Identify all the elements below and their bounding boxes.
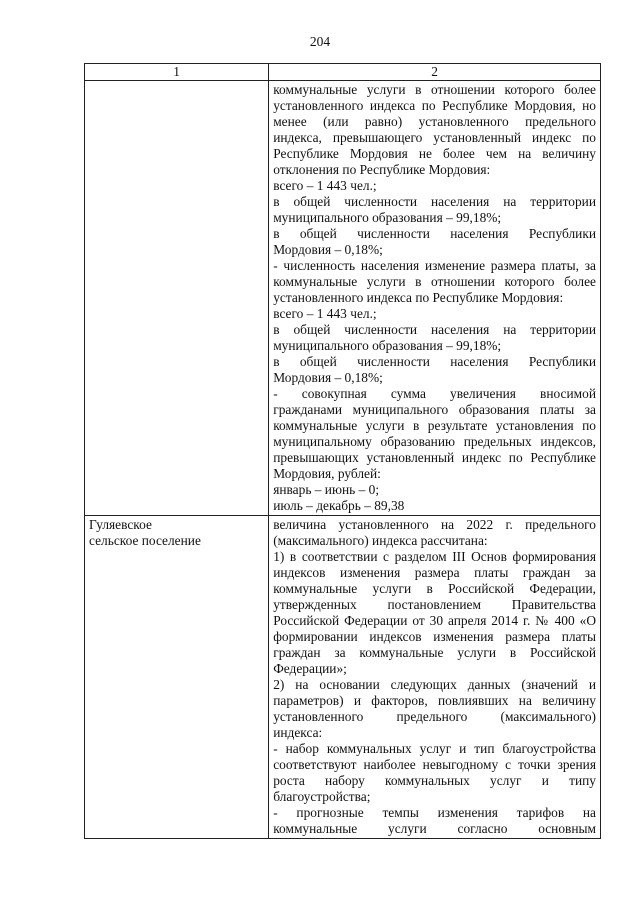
text-line: (максимального) индекса рассчитана: [273,533,488,548]
text-line: в общей численности населения Республики [273,354,596,369]
text-line: утвержденных постановлением Правительства [273,597,596,612]
text-line: роста набору коммунальных услуг и типу [273,773,596,788]
row2-text [273,517,596,837]
document-table [84,63,601,839]
table-row [85,516,601,839]
text-line: установленного индекса по Республике Мордовия: [273,290,564,305]
text-line: гражданами муниципального образования платы за [273,402,596,417]
page-number: 204 [309,34,331,49]
text-line: Мордовия – 0,18%; [273,242,383,257]
text-line: 1) в соответствии с разделом III Основ формирования [273,549,596,564]
text-line: всего – 1 443 чел.; [273,306,377,321]
text-line: июль – декабрь – 89,38 [273,498,405,513]
text-line: установленного индекса по Республике Мордовия, но [273,98,596,113]
text-line: Российской Федерации от 30 апреля 2014 г. № 400 «О [273,613,596,628]
text-line: коммунальные услуги в отношении которого более [273,274,596,289]
text-line: коммунальные услуги в результате установления по [273,418,596,433]
text-line: менее (или равно) установленного предельного [273,114,596,129]
text-line: установленного предельного (максимального) [273,709,596,724]
table-row [85,81,601,516]
municipality-name: Гуляевское [89,517,152,532]
row1-col2 [269,81,601,516]
table-header-row [85,64,601,81]
text-line: в общей численности населения Республики [273,226,596,241]
text-line: в общей численности населения на территории [273,322,596,337]
municipality-type: сельское поселение [89,533,201,548]
text-line: муниципального образования – 99,18%; [273,338,502,353]
text-line: в общей численности населения на территории [273,194,596,209]
text-line: отклонения по Республике Мордовия: [273,162,491,177]
text-line: - прогнозные темпы изменения тарифов на [273,805,596,820]
text-line: 2) на основании следующих данных (значений и [273,677,596,692]
text-line: индекса, превышающего установленный индекс по [273,130,596,145]
text-line: формировании индексов изменения размера платы [273,629,596,644]
text-line: параметров) и факторов, повлиявших на величину [273,693,596,708]
text-line: индексов изменения размера платы граждан за [273,565,596,580]
text-line: муниципальному образованию предельных индексов, [273,434,596,449]
text-line: - численность населения изменение размера платы, за [273,258,596,273]
row2-col1 [85,516,269,839]
text-line: январь – июнь – 0; [273,482,380,497]
column-header-1: 1 [85,64,269,81]
text-line: индекса: [273,725,323,740]
text-line: Республике Мордовия не более чем на величину [273,146,596,161]
row2-col2 [269,516,601,839]
row1-col1 [85,81,269,516]
text-line: - совокупная сумма увеличения вносимой [273,386,596,401]
text-line: величина установленного на 2022 г. предельного [273,517,596,532]
text-line: превышающих установленный индекс по Республике [273,450,596,465]
text-line: благоустройства; [273,789,371,804]
text-line: Федерации»; [273,661,347,676]
text-line: - набор коммунальных услуг и тип благоустройства [273,741,596,756]
text-line: муниципального образования – 99,18%; [273,210,502,225]
column-header-2: 2 [269,64,601,81]
text-line: всего – 1 443 чел.; [273,178,377,193]
text-line: коммунальные услуги в Российской Федерации, [273,581,596,596]
text-line: граждан за коммунальные услуги в Российской [273,645,596,660]
text-line: коммунальные услуги согласно основным [273,821,596,836]
text-line: соответствуют наиболее невыгодному с точки зрения [273,757,596,772]
text-line: Мордовия, рублей: [273,466,381,481]
text-line: коммунальные услуги в отношении которого более [273,82,596,97]
text-line: Мордовия – 0,18%; [273,370,383,385]
row1-text [273,82,596,514]
